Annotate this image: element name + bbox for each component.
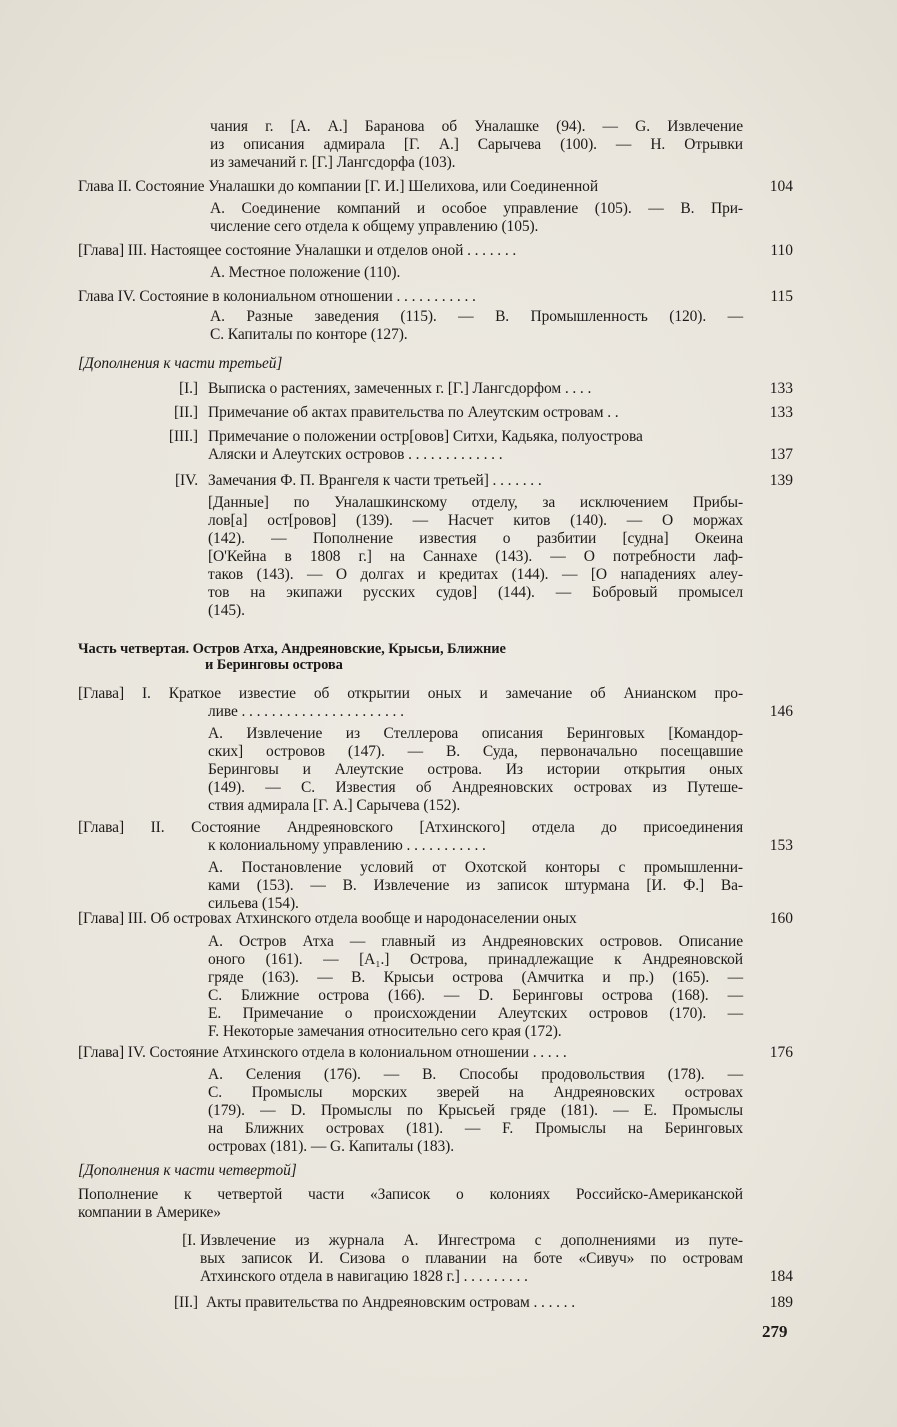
- page-ref: 139: [769, 472, 793, 489]
- toc-item-title: Атхинского отдела в навигацию 1828 г.] . . . . . . . . .: [200, 1268, 528, 1285]
- toc-sub-line: F. Некоторые замечания относительно сего края (172).: [208, 1023, 562, 1040]
- toc-sub-line: (179). — D. Промыслы по Крысьей гряде (181). — Е. Промыслы: [208, 1102, 743, 1119]
- part-title-line2: и Беринговы острова: [205, 657, 343, 673]
- page-ref: 153: [769, 837, 793, 854]
- chapter-title: Состояние Андреяновского [Атхинского] отдела до присоединения: [191, 819, 744, 836]
- toc-sub-line: А. Селения (176). — В. Способы продовольствия (178). —: [208, 1066, 743, 1083]
- toc-item-title: вых записок И. Сизова о плавании на боте «Сивуч» по островам: [200, 1250, 743, 1267]
- toc-chapter-entry: [78, 288, 476, 306]
- chapter-title: Краткое известие об открытии оных и замечание об Анианском про-: [168, 685, 744, 702]
- toc-sub-line: Беринговы и Алеутские острова. Из истории открытия оных: [208, 761, 743, 778]
- chapter-title-cont: ливе . . . . . . . . . . . . . . . . . . . . . .: [208, 703, 404, 720]
- toc-sub-line: ских] островов (147). — В. Суда, первоначально посещавшие: [208, 743, 743, 760]
- chapter-label: [Глава] III.: [78, 910, 147, 927]
- toc-item-title: Замечания Ф. П. Врангеля к части третьей] . . . . . . .: [208, 472, 542, 489]
- toc-sub-line: ками (153). — В. Извлечение из записок штурмана [И. Ф.] Ва-: [208, 877, 743, 894]
- page-ref: 115: [770, 288, 793, 305]
- chapter-label: [Глава] I.: [78, 685, 151, 702]
- toc-chapter-entry: [78, 178, 744, 196]
- item-number: [I.]: [179, 380, 198, 397]
- toc-sub-line: гряде (163). — В. Крысьи острова (Амчитка и пр.) (165). —: [208, 969, 743, 986]
- chapter-title: Состояние Уналашки до компании [Г. И.] Шелихова, или Соединенной: [135, 178, 599, 195]
- chapter-title-cont: к колониальному управлению . . . . . . . . . . .: [208, 837, 486, 854]
- page-ref: 176: [769, 1044, 793, 1061]
- section-heading: [Дополнения к части третьей]: [78, 355, 283, 372]
- toc-sub-line: тов на экипажи русских судов] (144). — Бобровый промысел: [208, 584, 743, 601]
- toc-sub-line: (149). — С. Известия об Андреяновских островах из Путеше-: [208, 779, 743, 796]
- toc-sub-line: ствия адмирала [Г. А.] Сарычева (152).: [208, 797, 461, 814]
- toc-sub-line: [О'Кейна в 1808 г.] на Саннахе (143). — О потребности лаф-: [208, 548, 743, 565]
- chapter-label: [Глава] III.: [78, 242, 147, 259]
- toc-sub-line: числение сего отдела к общему управлению (105).: [210, 218, 539, 235]
- toc-sub-line: сильева (154).: [208, 895, 299, 912]
- toc-sub-line: из описания адмирала [Г. А.] Сарычева (100). — Н. Отрывки: [210, 136, 743, 153]
- chapter-label: [Глава] IV.: [78, 1044, 146, 1061]
- part-title: Остров Атха, Андреяновские, Крысьи, Ближние: [192, 641, 506, 657]
- chapter-title: Состояние Атхинского отдела в колониальном отношении . . . . .: [149, 1044, 567, 1061]
- toc-item-title: Аляски и Алеутских островов . . . . . . . . . . . . .: [208, 446, 503, 463]
- toc-sub-line: таков (143). — О долгах и кредитах (144). — [О нападениях алеу-: [208, 566, 743, 583]
- chapter-label: Глава IV.: [78, 288, 136, 305]
- chapter-label: Глава II.: [78, 178, 132, 195]
- toc-sub-line: Е. Примечание о происхождении Алеутских островов (170). —: [208, 1005, 743, 1022]
- page-ref: 133: [769, 380, 793, 397]
- toc-item-title: Извлечение из журнала А. Ингестрома с дополнениями из путе-: [200, 1232, 743, 1249]
- chapter-title: Об островах Атхинского отдела вообще и народонаселении оных: [150, 910, 577, 927]
- toc-chapter-entry: [78, 242, 516, 260]
- toc-sub-line: островах (181). — G. Капиталы (183).: [208, 1138, 454, 1155]
- page-ref: 160: [769, 910, 793, 927]
- page-ref: 184: [769, 1268, 793, 1285]
- page-ref: 110: [770, 242, 793, 259]
- toc-sub-line: на Ближних островах (181). — F. Промыслы на Беринговых: [208, 1120, 743, 1137]
- page-ref: 104: [769, 178, 793, 195]
- toc-sub-line: С. Капиталы по конторе (127).: [210, 326, 408, 343]
- page-ref: 137: [769, 446, 793, 463]
- item-number: [II.]: [173, 404, 198, 421]
- toc-item-title: Выписка о растениях, замеченных г. [Г.] Лангсдорфом . . . .: [208, 380, 592, 397]
- toc-sub-line: чания г. [А. А.] Баранова об Уналашке (94). — G. Извлечение: [210, 118, 743, 135]
- toc-sub-line: А. Извлечение из Стеллерова описания Беринговых [Командор-: [208, 725, 743, 742]
- toc-sub-line: А. Соединение компаний и особое управление (105). — В. При-: [210, 200, 743, 217]
- toc-sub-line: С. Промыслы морских зверей на Андреяновских островах: [208, 1084, 743, 1101]
- toc-sub-line: [Данные] по Уналашкинскому отделу, за исключением Прибы-: [208, 494, 743, 511]
- chapter-title: Настоящее состояние Уналашки и отделов оной . . . . . . .: [150, 242, 517, 259]
- item-number: [III.]: [168, 428, 198, 445]
- toc-sub-line: (142). — Пополнение известия о разбитии [судна] Океина: [208, 530, 743, 547]
- toc-sub-line: лов[а] ост[ровов] (139). — Насчет китов (140). — О моржах: [208, 512, 743, 529]
- page-ref: 189: [769, 1294, 793, 1311]
- toc-chapter-entry: [78, 1044, 567, 1062]
- page-number: 279: [762, 1322, 788, 1341]
- toc-sub-line: (145).: [208, 602, 245, 619]
- page-ref: 133: [769, 404, 793, 421]
- toc-sub-line: А. Разные заведения (115). — В. Промышленность (120). —: [210, 308, 743, 325]
- page-ref: 146: [769, 703, 793, 720]
- section-heading: [Дополнения к части четвертой]: [78, 1162, 297, 1179]
- chapter-title: Состояние в колониальном отношении . . . . . . . . . . .: [139, 288, 476, 305]
- toc-chapter-entry: [78, 685, 743, 703]
- toc-sub-line: А. Местное положение (110).: [210, 264, 401, 281]
- supplement-intro: Пополнение к четвертой части «Записок о колониях Российско-Американской: [78, 1186, 743, 1203]
- toc-item-title: Примечание об актах правительства по Алеутским островам . .: [208, 404, 619, 421]
- toc-sub-line: А. Остров Атха — главный из Андреяновских островов. Описание: [208, 933, 743, 950]
- chapter-label: [Глава] II.: [78, 819, 165, 836]
- toc-sub-line: оного (161). — [А₁.] Острова, принадлежащие к Андреяновской: [208, 951, 743, 968]
- toc-sub-line: С. Ближние острова (166). — D. Беринговы острова (168). —: [208, 987, 743, 1004]
- toc-item-title: Акты правительства по Андреяновским островам . . . . . .: [206, 1294, 575, 1311]
- part-label: Часть четвертая.: [78, 641, 190, 657]
- item-number: [II.]: [173, 1294, 198, 1311]
- toc-sub-line: А. Постановление условий от Охотской конторы с промышленни-: [208, 859, 743, 876]
- item-number: [I.: [182, 1232, 196, 1249]
- item-number: [IV.: [175, 472, 198, 489]
- toc-chapter-entry: [78, 910, 577, 928]
- toc-item-title: Примечание о положении остр[овов] Ситхи, Кадьяка, полуострова: [208, 428, 643, 445]
- supplement-intro: компании в Америке»: [78, 1204, 221, 1221]
- toc-sub-line: из замечаний г. [Г.] Лангсдорфа (103).: [210, 154, 456, 171]
- toc-chapter-entry: [78, 819, 743, 837]
